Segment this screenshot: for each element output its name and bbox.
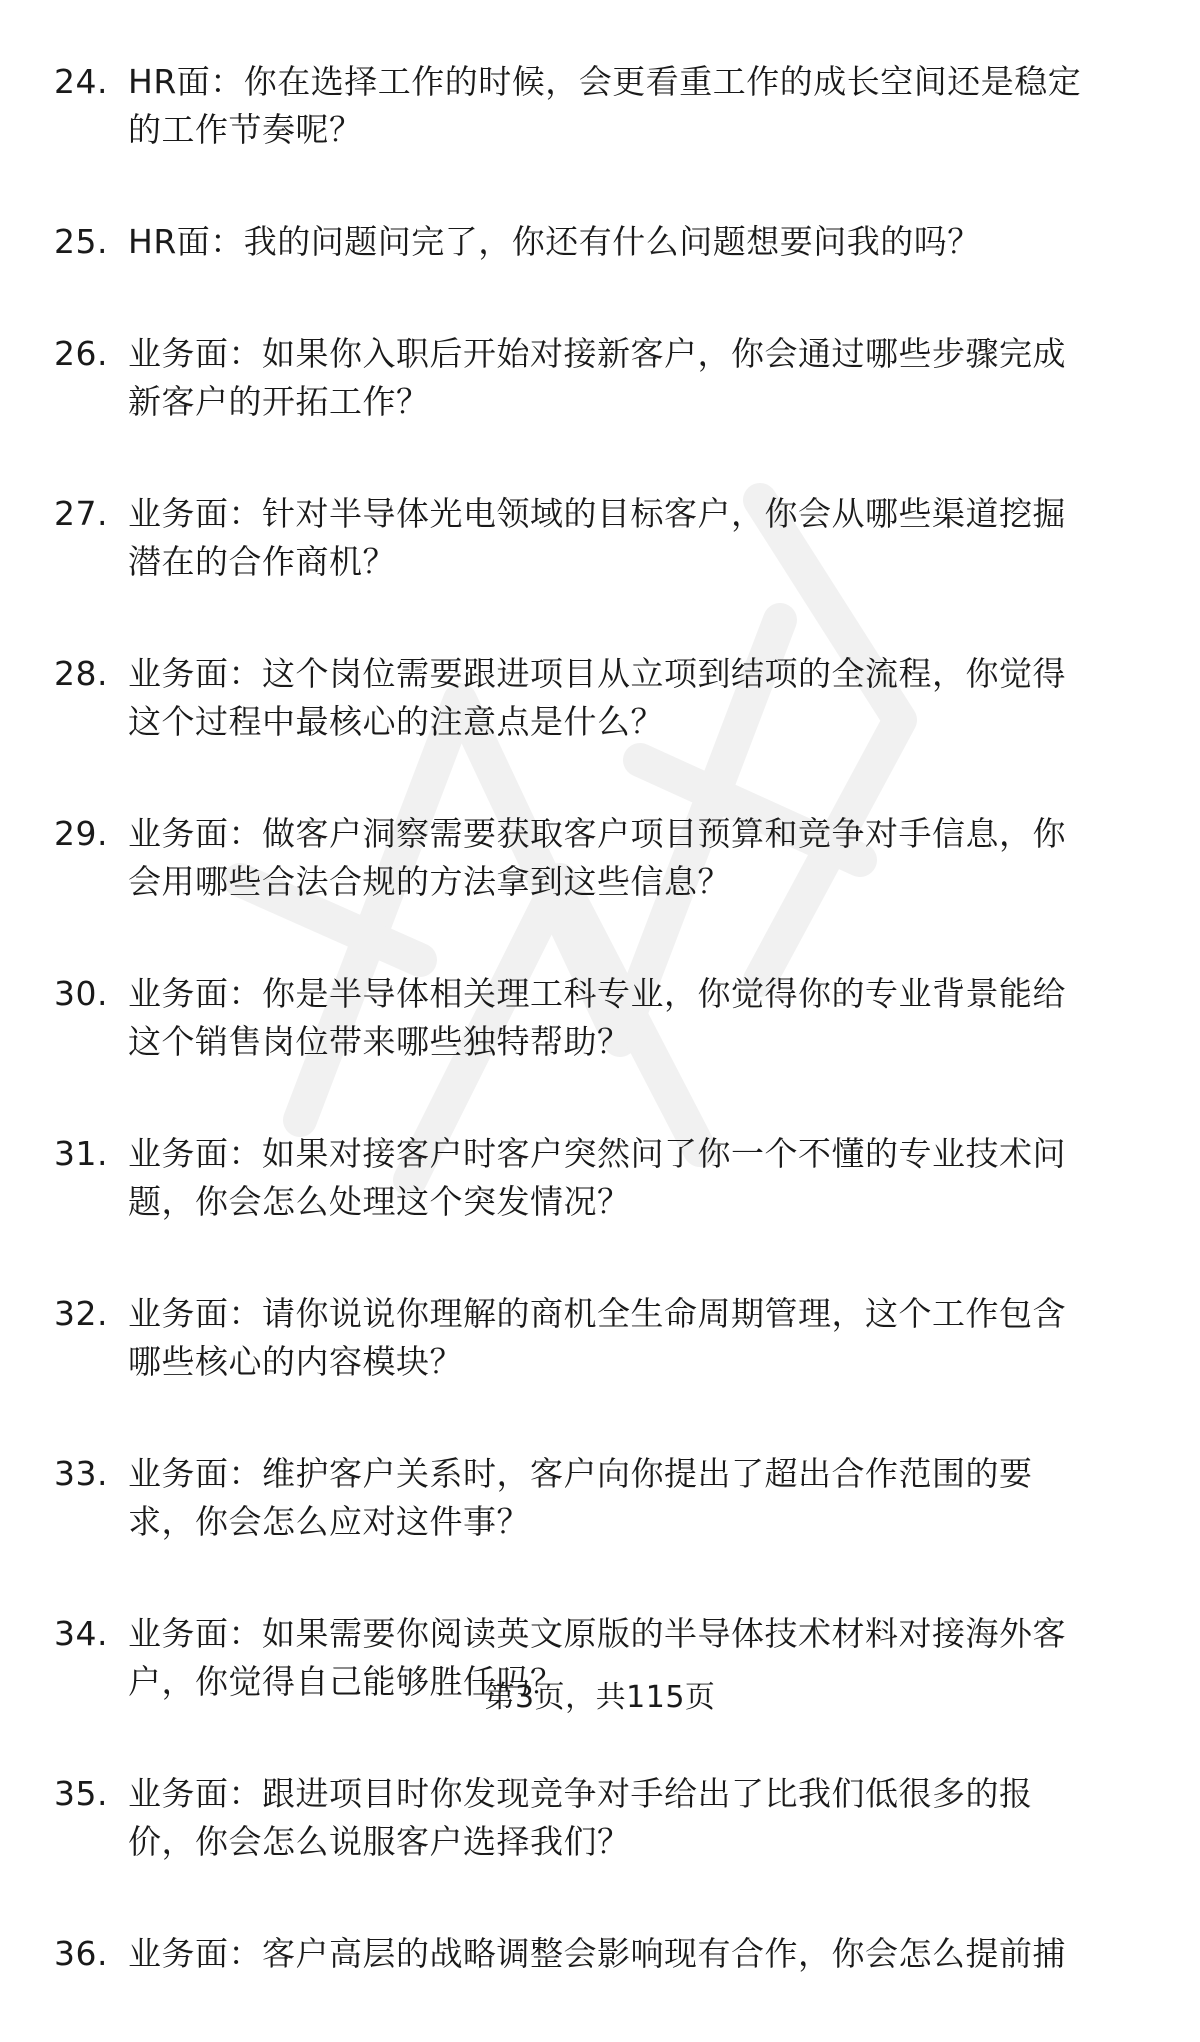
- question-text: 业务面：维护客户关系时，客户向你提出了超出合作范围的要 求，你会怎么应对这件事？: [128, 1454, 1033, 1541]
- question-item: [0, 58, 1200, 154]
- question-item: [0, 1770, 1200, 1866]
- question-number: 24.: [54, 62, 108, 101]
- question-number: 26.: [54, 334, 108, 373]
- question-number: 31.: [54, 1134, 108, 1173]
- question-item: [0, 810, 1200, 906]
- question-number: 35.: [54, 1774, 108, 1813]
- question-text: 业务面：请你说说你理解的商机全生命周期管理，这个工作包含 哪些核心的内容模块？: [128, 1294, 1066, 1381]
- question-number: 33.: [54, 1454, 108, 1493]
- question-text: 业务面：跟进项目时你发现竞争对手给出了比我们低很多的报 价，你会怎么说服客户选择我们？: [128, 1774, 1033, 1861]
- question-text: 业务面：你是半导体相关理工科专业，你觉得你的专业背景能给 这个销售岗位带来哪些独特帮助？: [128, 974, 1066, 1061]
- question-text: 业务面：如果需要你阅读英文原版的半导体技术材料对接海外客 户，你觉得自己能够胜任吗？: [128, 1614, 1066, 1701]
- question-item: [0, 330, 1200, 426]
- question-text: HR面：你在选择工作的时候，会更看重工作的成长空间还是稳定 的工作节奏呢？: [128, 62, 1082, 149]
- question-item: [0, 1450, 1200, 1546]
- page-footer: 第3页，共115页: [484, 1680, 716, 1715]
- question-text: 业务面：如果对接客户时客户突然问了你一个不懂的专业技术问 题，你会怎么处理这个突发情况？: [128, 1134, 1066, 1221]
- question-item: [0, 650, 1200, 746]
- question-number: 25.: [54, 222, 108, 261]
- question-number: 36.: [54, 1934, 108, 1973]
- question-item: [0, 1130, 1200, 1226]
- question-item: [0, 218, 1200, 266]
- question-text: 业务面：如果你入职后开始对接新客户，你会通过哪些步骤完成 新客户的开拓工作？: [128, 334, 1066, 421]
- question-item: [0, 970, 1200, 1066]
- question-item: [0, 1290, 1200, 1386]
- question-text: 业务面：这个岗位需要跟进项目从立项到结项的全流程，你觉得 这个过程中最核心的注意点是什么？: [128, 654, 1066, 741]
- question-number: 27.: [54, 494, 108, 533]
- question-text: 业务面：针对半导体光电领域的目标客户，你会从哪些渠道挖掘 潜在的合作商机？: [128, 494, 1066, 581]
- question-item: [0, 1930, 1200, 1978]
- question-number: 28.: [54, 654, 108, 693]
- question-text: 业务面：客户高层的战略调整会影响现有合作，你会怎么提前捕: [128, 1934, 1066, 1973]
- question-text: 业务面：做客户洞察需要获取客户项目预算和竞争对手信息，你 会用哪些合法合规的方法拿到这些信息？: [128, 814, 1066, 901]
- question-text: HR面：我的问题问完了，你还有什么问题想要问我的吗？: [128, 222, 981, 261]
- question-number: 29.: [54, 814, 108, 853]
- question-number: 32.: [54, 1294, 108, 1333]
- question-list: [0, 58, 1200, 2042]
- question-number: 34.: [54, 1614, 108, 1653]
- question-number: 30.: [54, 974, 108, 1013]
- question-item: [0, 490, 1200, 586]
